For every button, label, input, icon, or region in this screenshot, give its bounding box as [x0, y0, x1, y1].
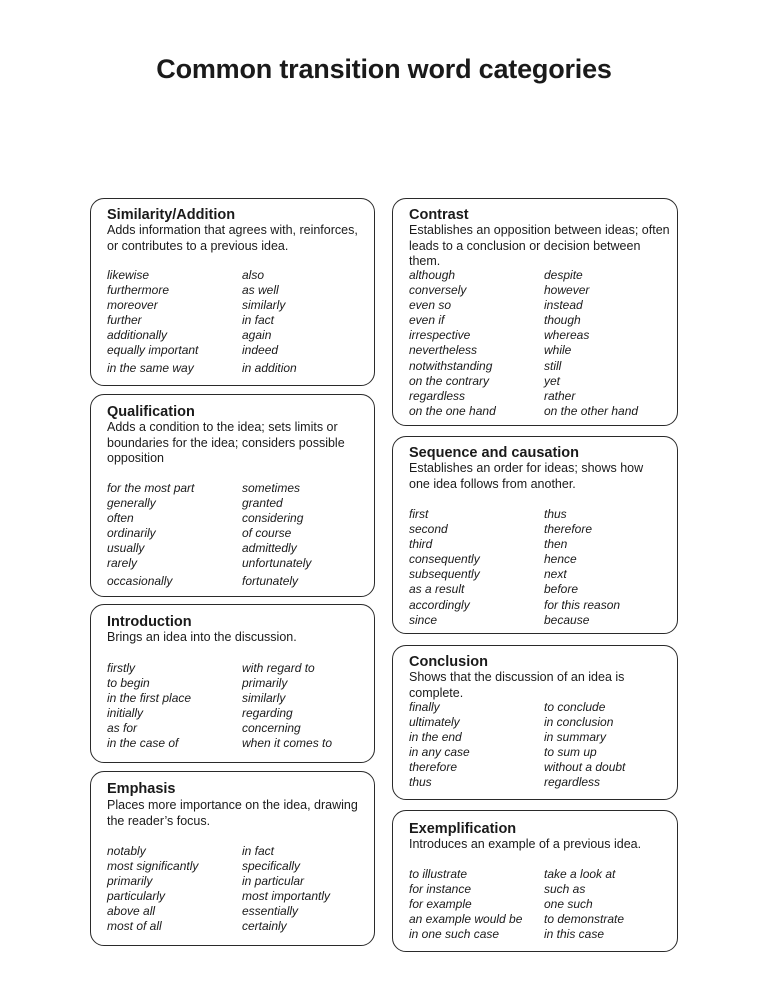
word-list-right: [242, 268, 285, 359]
card-description: Introduces an example of a previous idea.: [409, 837, 642, 851]
transition-word: an example would be: [409, 912, 523, 927]
transition-word: for instance: [409, 882, 472, 897]
transition-word: indeed: [242, 343, 279, 358]
transition-word: considering: [242, 511, 304, 526]
transition-word: similarly: [242, 691, 286, 706]
card-description: Establishes an order for ideas; shows how one idea follows from another.: [409, 461, 644, 491]
transition-word: most importantly: [242, 889, 331, 904]
transition-word: primarily: [242, 676, 288, 691]
transition-word: though: [544, 313, 581, 328]
word-list-left: [107, 268, 198, 359]
transition-word: on the contrary: [409, 373, 490, 388]
transition-word: often: [107, 511, 134, 526]
transition-word: irrespective: [409, 328, 471, 343]
transition-word: to sum up: [544, 745, 597, 760]
transition-word: thus: [409, 775, 432, 790]
transition-word: generally: [107, 496, 156, 511]
transition-word: again: [242, 328, 272, 343]
transition-word: take a look at: [544, 867, 616, 881]
transition-word: granted: [242, 496, 283, 511]
transition-word: of course: [242, 526, 292, 541]
card-description: Adds information that agrees with, reinforces, or contributes to a previous idea.: [107, 223, 358, 253]
card-qualification: [90, 394, 375, 597]
transition-word: also: [242, 268, 265, 282]
transition-word: as well: [242, 283, 279, 298]
transition-word: however: [544, 283, 590, 298]
transition-word: regarding: [242, 706, 293, 721]
transition-word: in this case: [544, 927, 605, 942]
transition-word: notwithstanding: [409, 358, 493, 373]
transition-word: equally important: [107, 343, 199, 358]
transition-word: above all: [107, 904, 156, 919]
transition-word: regardless: [544, 775, 601, 790]
transition-word: in fact: [242, 844, 275, 858]
transition-word: since: [409, 612, 438, 627]
word-list-left: [409, 507, 480, 628]
word-list-left: [107, 481, 194, 572]
card-sequence-causation: [392, 436, 678, 634]
page-title: Common transition word categories: [156, 54, 612, 84]
transition-word: second: [409, 522, 448, 537]
transition-word: further: [107, 313, 142, 328]
card-title: Conclusion: [409, 654, 488, 670]
transition-word: as a result: [409, 582, 465, 597]
card-title: Sequence and causation: [409, 445, 580, 461]
transition-word: for example: [409, 897, 472, 912]
card-title: Exemplification: [409, 821, 517, 837]
transition-word: before: [544, 582, 579, 597]
transition-word: still: [544, 358, 562, 373]
word-list-right: [242, 481, 311, 572]
transition-word: regardless: [409, 388, 466, 403]
card-emphasis: [90, 771, 375, 946]
word-list-left: [409, 700, 470, 791]
card-description: Adds a condition to the idea; sets limits or boundaries for the idea; considers possible opposition: [107, 420, 345, 465]
transition-word: nevertheless: [409, 343, 478, 358]
transition-word: to demonstrate: [544, 912, 625, 927]
transition-word: hence: [544, 552, 577, 567]
word-list-right: [544, 700, 625, 791]
transition-word: most of all: [107, 919, 162, 934]
transition-word: even if: [409, 313, 445, 328]
transition-word: moreover: [107, 298, 158, 313]
card-description: Shows that the discussion of an idea is complete.: [409, 670, 625, 700]
transition-word: in one such case: [409, 927, 500, 942]
transition-word: rarely: [107, 556, 138, 571]
transition-word: third: [409, 537, 433, 552]
transition-word: usually: [107, 541, 145, 556]
transition-word: furthermore: [107, 283, 170, 298]
transition-word: to conclude: [544, 700, 606, 714]
transition-word: to begin: [107, 676, 150, 691]
transition-word: subsequently: [409, 567, 480, 582]
card-title: Emphasis: [107, 781, 176, 797]
transition-word: such as: [544, 882, 586, 897]
transition-word: then: [544, 537, 568, 552]
transition-word: therefore: [544, 522, 593, 537]
transition-word: yet: [544, 373, 561, 388]
transition-word: in the end: [409, 730, 462, 745]
card-conclusion: [392, 645, 678, 800]
word-list-left: [107, 844, 198, 935]
card-description: Places more importance on the idea, drawing the reader’s focus.: [107, 798, 358, 828]
transition-word: specifically: [242, 859, 301, 874]
card-exemplification: [392, 810, 678, 952]
transition-word: in fact: [242, 313, 275, 328]
transition-word: consequently: [409, 552, 480, 567]
transition-word: thus: [544, 507, 567, 521]
word-list-right: [544, 507, 620, 628]
transition-word: on the other hand: [544, 403, 639, 418]
transition-word: likewise: [107, 268, 150, 282]
transition-word: while: [544, 343, 572, 358]
transition-word: in the case of: [107, 736, 179, 751]
transition-word: accordingly: [409, 597, 470, 612]
transition-word: firstly: [107, 661, 135, 675]
transition-word: for this reason: [544, 597, 621, 612]
card-contrast: [392, 198, 678, 426]
word-list-left: [409, 867, 522, 942]
transition-word: particularly: [107, 889, 166, 904]
card-title: Contrast: [409, 207, 469, 223]
transition-word: without a doubt: [544, 760, 626, 775]
transition-word: because: [544, 612, 590, 627]
card-description: Brings an idea into the discussion.: [107, 630, 297, 644]
transition-word: unfortunately: [242, 556, 312, 571]
card-introduction: [90, 604, 375, 763]
transition-word: in conclusion: [544, 715, 614, 730]
transition-word: admittedly: [242, 541, 297, 556]
transition-word: although: [409, 268, 456, 282]
card-title: Qualification: [107, 404, 195, 420]
word-extra-left: occasionally: [107, 574, 173, 588]
word-list-right: [544, 268, 638, 419]
transition-word: for the most part: [107, 481, 195, 495]
transition-word: therefore: [409, 760, 458, 775]
transition-word: instead: [544, 298, 583, 313]
transition-word: initially: [107, 706, 144, 721]
transition-word: first: [409, 507, 429, 521]
transition-word: in the first place: [107, 691, 192, 706]
transition-word: as for: [107, 721, 138, 736]
transition-word: most significantly: [107, 859, 199, 874]
word-extra-right: fortunately: [242, 574, 299, 588]
word-list-left: [107, 661, 191, 752]
transition-word: one such: [544, 897, 593, 912]
word-list-right: [544, 867, 624, 942]
transition-word: when it comes to: [242, 736, 333, 751]
card-similarity-addition: [90, 198, 375, 386]
transition-word: with regard to: [242, 661, 315, 675]
transition-word: similarly: [242, 298, 286, 313]
transition-word: to illustrate: [409, 867, 468, 881]
transition-word: in any case: [409, 745, 470, 760]
transition-word: in summary: [544, 730, 607, 745]
transition-word: even so: [409, 298, 452, 313]
card-title: Similarity/Addition: [107, 207, 236, 223]
word-extra-left: in the same way: [107, 361, 194, 375]
transition-word: ultimately: [409, 715, 460, 730]
transition-word: next: [544, 567, 567, 582]
transition-word: whereas: [544, 328, 590, 343]
word-list-right: [242, 661, 332, 752]
transition-word: conversely: [409, 283, 467, 298]
word-extra-right: in addition: [242, 361, 297, 375]
transition-word: despite: [544, 268, 583, 282]
transition-word: essentially: [242, 904, 299, 919]
word-list-left: [409, 268, 496, 419]
transition-word: concerning: [242, 721, 301, 736]
card-title: Introduction: [107, 614, 192, 630]
transition-word: notably: [107, 844, 146, 858]
transition-word: additionally: [107, 328, 168, 343]
word-list-right: [242, 844, 330, 935]
transition-word: on the one hand: [409, 403, 496, 418]
transition-word: sometimes: [242, 481, 301, 495]
transition-word: certainly: [242, 919, 287, 934]
card-description: Establishes an opposition between ideas; often leads to a conclusion or decision between them.: [409, 223, 670, 268]
transition-word: primarily: [107, 874, 153, 889]
transition-word: finally: [409, 700, 440, 714]
transition-word: ordinarily: [107, 526, 156, 541]
transition-word: rather: [544, 388, 576, 403]
transition-word: in particular: [242, 874, 305, 889]
